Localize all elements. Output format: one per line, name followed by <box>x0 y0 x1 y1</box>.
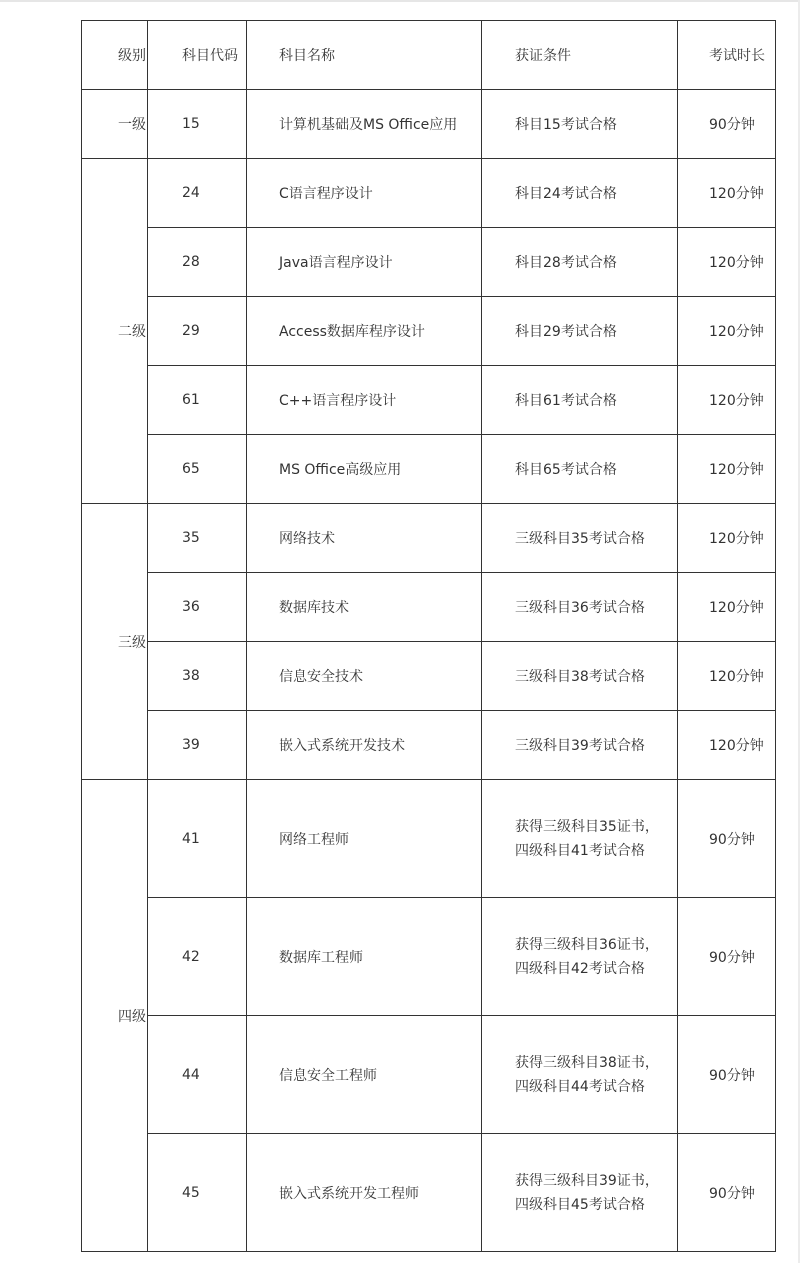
subject-condition <box>482 780 678 898</box>
level-cell-1: 一级 <box>82 90 148 159</box>
condition-line: 获得三级科目39证书， <box>515 1172 659 1189</box>
table-row <box>82 504 776 573</box>
condition-line: 获得三级科目35证书， <box>515 818 659 835</box>
table-row <box>82 573 776 642</box>
subject-condition <box>482 1134 678 1252</box>
level-cell-4: 四级 <box>82 780 148 1252</box>
subject-code: 65 <box>148 435 247 504</box>
header-condition: 获证条件 <box>482 21 678 90</box>
subject-name: C语言程序设计 <box>247 159 482 228</box>
subject-code: 61 <box>148 366 247 435</box>
subject-duration: 120分钟 <box>678 711 776 780</box>
subject-name: 信息安全技术 <box>247 642 482 711</box>
subject-condition: 科目65考试合格 <box>482 435 678 504</box>
header-code: 科目代码 <box>148 21 247 90</box>
table-row <box>82 642 776 711</box>
subject-name: 网络技术 <box>247 504 482 573</box>
subject-condition: 三级科目36考试合格 <box>482 573 678 642</box>
exam-subjects-table <box>81 20 776 1252</box>
subject-code: 44 <box>148 1016 247 1134</box>
level-cell-3: 三级 <box>82 504 148 780</box>
table-row <box>82 1016 776 1134</box>
subject-code: 29 <box>148 297 247 366</box>
header-duration: 考试时长 <box>678 21 776 90</box>
condition-line: 四级科目44考试合格 <box>515 1078 645 1095</box>
top-divider <box>0 0 800 2</box>
subject-name: 计算机基础及MS Office应用 <box>247 90 482 159</box>
subject-duration: 120分钟 <box>678 642 776 711</box>
subject-code: 41 <box>148 780 247 898</box>
condition-line: 四级科目45考试合格 <box>515 1196 645 1213</box>
table-row <box>82 90 776 159</box>
table-row <box>82 297 776 366</box>
subject-name: Java语言程序设计 <box>247 228 482 297</box>
level-cell-2: 二级 <box>82 159 148 504</box>
table-row <box>82 435 776 504</box>
subject-name: 信息安全工程师 <box>247 1016 482 1134</box>
table-row <box>82 366 776 435</box>
subject-name: 数据库技术 <box>247 573 482 642</box>
subject-name: 网络工程师 <box>247 780 482 898</box>
subject-code: 45 <box>148 1134 247 1252</box>
table-row <box>82 780 776 898</box>
header-name: 科目名称 <box>247 21 482 90</box>
table-row <box>82 711 776 780</box>
header-level: 级别 <box>82 21 148 90</box>
subject-code: 24 <box>148 159 247 228</box>
subject-code: 35 <box>148 504 247 573</box>
subject-condition: 三级科目35考试合格 <box>482 504 678 573</box>
subject-duration: 90分钟 <box>678 898 776 1016</box>
subject-code: 28 <box>148 228 247 297</box>
subject-name: 数据库工程师 <box>247 898 482 1016</box>
subject-duration: 120分钟 <box>678 504 776 573</box>
subject-condition: 科目61考试合格 <box>482 366 678 435</box>
condition-line: 获得三级科目36证书， <box>515 936 659 953</box>
subject-code: 15 <box>148 90 247 159</box>
subject-code: 39 <box>148 711 247 780</box>
subject-condition <box>482 1016 678 1134</box>
subject-duration: 90分钟 <box>678 1016 776 1134</box>
subject-name: MS Office高级应用 <box>247 435 482 504</box>
table-row <box>82 228 776 297</box>
subject-duration: 120分钟 <box>678 297 776 366</box>
subject-condition: 三级科目39考试合格 <box>482 711 678 780</box>
subject-code: 42 <box>148 898 247 1016</box>
subject-name: 嵌入式系统开发技术 <box>247 711 482 780</box>
table-row <box>82 1134 776 1252</box>
subject-duration: 120分钟 <box>678 366 776 435</box>
table-row <box>82 898 776 1016</box>
subject-duration: 90分钟 <box>678 780 776 898</box>
subject-name: 嵌入式系统开发工程师 <box>247 1134 482 1252</box>
subject-duration: 120分钟 <box>678 228 776 297</box>
table-header-row <box>82 21 776 90</box>
subject-condition: 三级科目38考试合格 <box>482 642 678 711</box>
subject-condition: 科目28考试合格 <box>482 228 678 297</box>
subject-code: 36 <box>148 573 247 642</box>
subject-duration: 120分钟 <box>678 573 776 642</box>
subject-duration: 90分钟 <box>678 90 776 159</box>
subject-duration: 120分钟 <box>678 159 776 228</box>
subject-name: Access数据库程序设计 <box>247 297 482 366</box>
subject-condition: 科目15考试合格 <box>482 90 678 159</box>
subject-duration: 120分钟 <box>678 435 776 504</box>
subject-condition <box>482 898 678 1016</box>
table-row <box>82 159 776 228</box>
condition-line: 获得三级科目38证书， <box>515 1054 659 1071</box>
subject-duration: 90分钟 <box>678 1134 776 1252</box>
condition-line: 四级科目41考试合格 <box>515 842 645 859</box>
condition-line: 四级科目42考试合格 <box>515 960 645 977</box>
subject-condition: 科目24考试合格 <box>482 159 678 228</box>
subject-condition: 科目29考试合格 <box>482 297 678 366</box>
subject-code: 38 <box>148 642 247 711</box>
subject-name: C++语言程序设计 <box>247 366 482 435</box>
